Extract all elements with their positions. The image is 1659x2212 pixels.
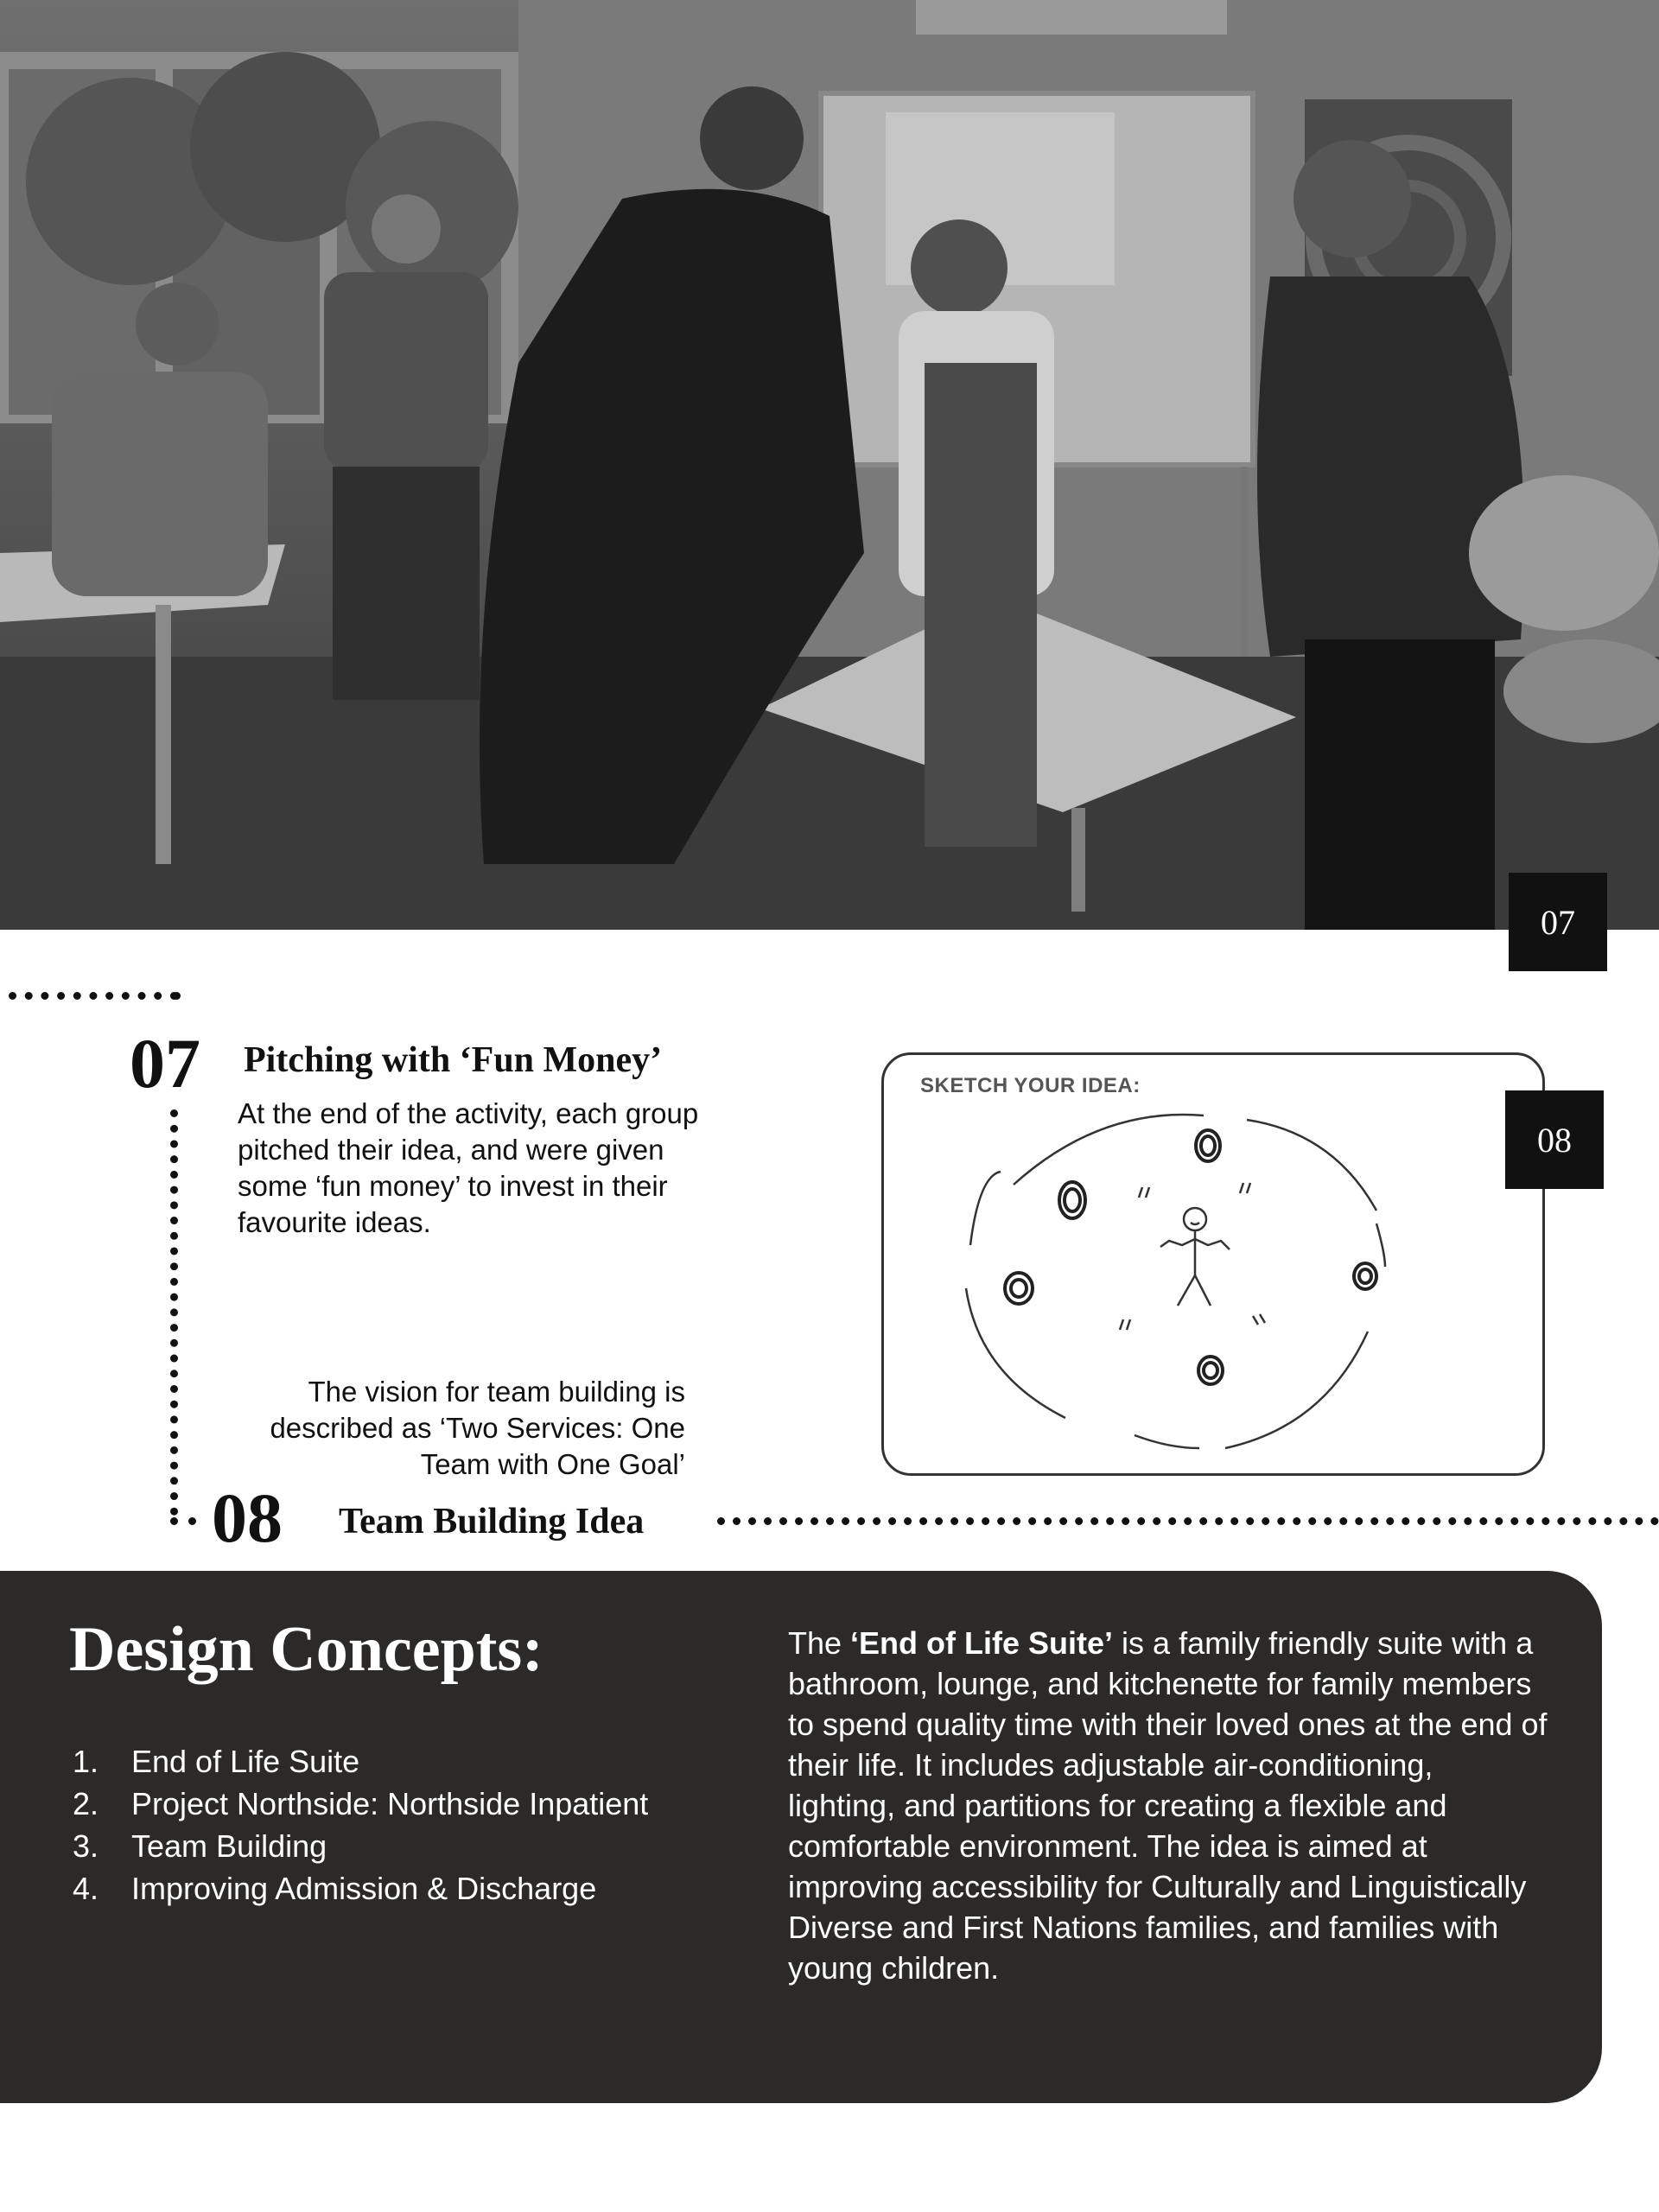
list-item: 2. Project Northside: Northside Inpatient — [73, 1786, 649, 1821]
dotted-line-vertical — [170, 1109, 178, 1516]
list-item: 1. End of Life Suite — [73, 1744, 360, 1779]
section-07-title: Pitching with ‘Fun Money’ — [244, 1040, 663, 1080]
end-of-life-suite-description: The ‘End of Life Suite’ is a family friendly suite with a bathroom, lounge, and kitchenette for family members to spend quality time with their loved ones at the end of their life. It includes adjustable air-conditioning, lighting, and partitions for creating a flexible and comfortable environment. The idea is aimed at improving accessibility for Culturally and Linguistically Diverse and First Nations families, and families with young children. — [788, 1625, 1548, 1986]
section-08-body: The vision for team building is described as ‘Two Services: One Team with One Goal’ — [270, 1376, 685, 1480]
dotted-line-top-tick — [173, 992, 181, 1004]
photo-number-badge: 07 — [1509, 873, 1607, 971]
sketch-number-badge: 08 — [1505, 1090, 1604, 1189]
list-item: 3. Team Building — [73, 1828, 327, 1864]
team-circle-sketch-icon — [884, 1055, 1542, 1473]
section-08-title: Team Building Idea — [339, 1502, 645, 1541]
design-concepts-title: Design Concepts: — [69, 1614, 543, 1685]
end-of-life-suite-highlight: ‘End of Life Suite’ — [850, 1625, 1114, 1661]
section-07-number: 07 — [130, 1024, 200, 1103]
dotted-line-top — [9, 992, 178, 1000]
design-concepts-panel — [0, 1571, 1602, 2103]
section-08-number: 08 — [212, 1478, 283, 1557]
sketch-card — [881, 1052, 1545, 1476]
dotted-line-bottom-long — [717, 1517, 1659, 1525]
workshop-photo — [0, 0, 1659, 930]
dotted-line-bottom-short — [170, 1517, 196, 1525]
design-concepts-list — [69, 1740, 743, 1910]
list-item: 4. Improving Admission & Discharge — [73, 1871, 597, 1906]
section-07-body: At the end of the activity, each group pitched their idea, and were given some ‘fun money’ to invest in their favourite ideas. — [238, 1097, 699, 1238]
sketch-label: SKETCH YOUR IDEA: — [920, 1074, 1141, 1097]
workshop-photo-illustration — [0, 0, 1659, 930]
